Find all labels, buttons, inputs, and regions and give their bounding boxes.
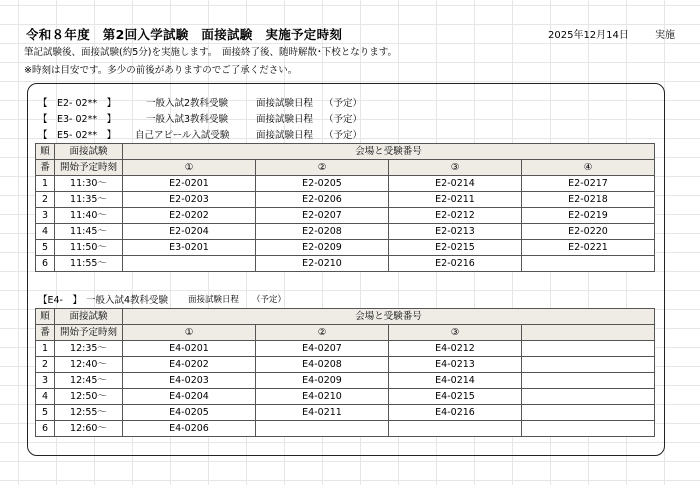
start-time: 12:40～ [55,357,123,373]
start-time: 11:35～ [55,192,123,208]
start-time: 11:40～ [55,208,123,224]
table-row [36,421,655,437]
exam-note-e4: （予定） [252,295,287,305]
schedule-table-1 [35,143,655,272]
venue-3-header: ③ [389,160,522,176]
exam-number-cell: E4-0216 [389,405,522,421]
table-row [36,405,655,421]
order-header-bottom: 番 [36,325,55,341]
exam-schedule-e3: 面接試験日程 [256,114,314,125]
exam-note-e3: （予定） [324,114,363,125]
exam-code-e3: 【 E3- 02** 】 [38,114,117,125]
exam-number-cell: E4-0207 [256,341,389,357]
time-header-bottom: 開始予定時刻 [55,325,123,341]
exam-number-cell: E2-0215 [389,240,522,256]
row-number: 2 [36,357,55,373]
exam-number-cell [123,256,256,272]
exam-number-cell: E3-0201 [123,240,256,256]
exam-number-cell: E2-0203 [123,192,256,208]
order-header-top: 順 [36,144,55,160]
table-row [36,357,655,373]
exam-name-e5: 自己アピール入試受験 [135,130,230,141]
exam-number-cell: E4-0205 [123,405,256,421]
venue-4-header: ④ [522,160,655,176]
exam-number-cell [389,421,522,437]
venue-1-header: ① [123,160,256,176]
exam-number-cell: E2-0211 [389,192,522,208]
exam-number-cell: E2-0219 [522,208,655,224]
venue-2-header: ② [256,325,389,341]
exam-number-cell: E2-0221 [522,240,655,256]
start-time: 11:45～ [55,224,123,240]
venue-1-header: ① [123,325,256,341]
start-time: 12:60～ [55,421,123,437]
exam-number-cell [522,421,655,437]
exam-number-cell: E2-0207 [256,208,389,224]
exam-number-cell: E4-0206 [123,421,256,437]
exam-number-cell: E2-0210 [256,256,389,272]
exam-name-e2: 一般入試2教科受験 [146,98,229,109]
exam-schedule-e5: 面接試験日程 [256,130,314,141]
exam-number-cell: E4-0209 [256,373,389,389]
exam-number-cell: E4-0214 [389,373,522,389]
exam-note-e5: （予定） [324,130,363,141]
exam-number-cell: E4-0201 [123,341,256,357]
venue-header: 会場と受験番号 [123,309,655,325]
time-header-bottom: 開始予定時刻 [55,160,123,176]
exam-name-e4: 一般入試4教科受験 [86,295,169,306]
venue-header: 会場と受験番号 [123,144,655,160]
exam-number-cell: E4-0215 [389,389,522,405]
exam-schedule-e4: 面接試験日程 [188,295,240,305]
row-number: 6 [36,421,55,437]
exam-number-cell [522,389,655,405]
exam-date: 2025年12月14日 [548,30,629,41]
row-number: 3 [36,208,55,224]
start-time: 11:50～ [55,240,123,256]
table-row [36,176,655,192]
exam-number-cell: E2-0208 [256,224,389,240]
table-row [36,224,655,240]
exam-number-cell: E2-0220 [522,224,655,240]
row-number: 4 [36,224,55,240]
implemented-label: 実施 [655,30,675,41]
row-number: 3 [36,373,55,389]
exam-number-cell: E2-0205 [256,176,389,192]
row-number: 1 [36,341,55,357]
table-row [36,208,655,224]
note-procedure: 筆記試験後、面接試験(約5分)を実施します。 面接終了後、随時解散･下校となります。 [24,47,397,58]
exam-note-e2: （予定） [324,98,363,109]
start-time: 11:30～ [55,176,123,192]
exam-number-cell: E2-0201 [123,176,256,192]
note-timing: ※時刻は目安です。多少の前後がありますのでご了承ください。 [24,65,298,76]
exam-number-cell: E2-0218 [522,192,655,208]
row-number: 1 [36,176,55,192]
exam-number-cell: E2-0206 [256,192,389,208]
order-header-bottom: 番 [36,160,55,176]
schedule-table-2 [35,308,655,437]
row-number: 4 [36,389,55,405]
exam-number-cell [522,405,655,421]
exam-number-cell [522,357,655,373]
exam-number-cell [256,421,389,437]
table-row [36,341,655,357]
exam-code-e4: 【E4- 】 [38,295,82,306]
exam-code-e5: 【 E5- 02** 】 [38,130,117,141]
exam-number-cell: E2-0214 [389,176,522,192]
table-row [36,256,655,272]
start-time: 12:55～ [55,405,123,421]
order-header-top: 順 [36,309,55,325]
venue-4-header [522,325,655,341]
exam-number-cell [522,341,655,357]
start-time: 12:50～ [55,389,123,405]
time-header-top: 面接試験 [55,144,123,160]
exam-number-cell: E4-0208 [256,357,389,373]
start-time: 11:55～ [55,256,123,272]
exam-number-cell: E4-0202 [123,357,256,373]
venue-3-header: ③ [389,325,522,341]
exam-number-cell: E2-0204 [123,224,256,240]
exam-number-cell: E4-0211 [256,405,389,421]
exam-number-cell: E4-0212 [389,341,522,357]
venue-2-header: ② [256,160,389,176]
exam-number-cell [522,373,655,389]
page-title: 令和８年度 第2回入学試験 面接試験 実施予定時刻 [26,27,343,42]
table-row [36,240,655,256]
exam-number-cell: E2-0202 [123,208,256,224]
table-row [36,389,655,405]
exam-schedule-e2: 面接試験日程 [256,98,314,109]
table-row [36,192,655,208]
row-number: 5 [36,405,55,421]
row-number: 6 [36,256,55,272]
table-row [36,373,655,389]
exam-number-cell: E2-0209 [256,240,389,256]
exam-number-cell: E4-0204 [123,389,256,405]
exam-number-cell: E2-0213 [389,224,522,240]
time-header-top: 面接試験 [55,309,123,325]
row-number: 5 [36,240,55,256]
exam-number-cell: E2-0216 [389,256,522,272]
exam-number-cell: E4-0213 [389,357,522,373]
exam-number-cell: E2-0217 [522,176,655,192]
exam-number-cell [522,256,655,272]
start-time: 12:45～ [55,373,123,389]
row-number: 2 [36,192,55,208]
exam-number-cell: E4-0203 [123,373,256,389]
exam-number-cell: E4-0210 [256,389,389,405]
exam-name-e3: 一般入試3教科受験 [146,114,229,125]
start-time: 12:35～ [55,341,123,357]
exam-number-cell: E2-0212 [389,208,522,224]
exam-code-e2: 【 E2- 02** 】 [38,98,117,109]
